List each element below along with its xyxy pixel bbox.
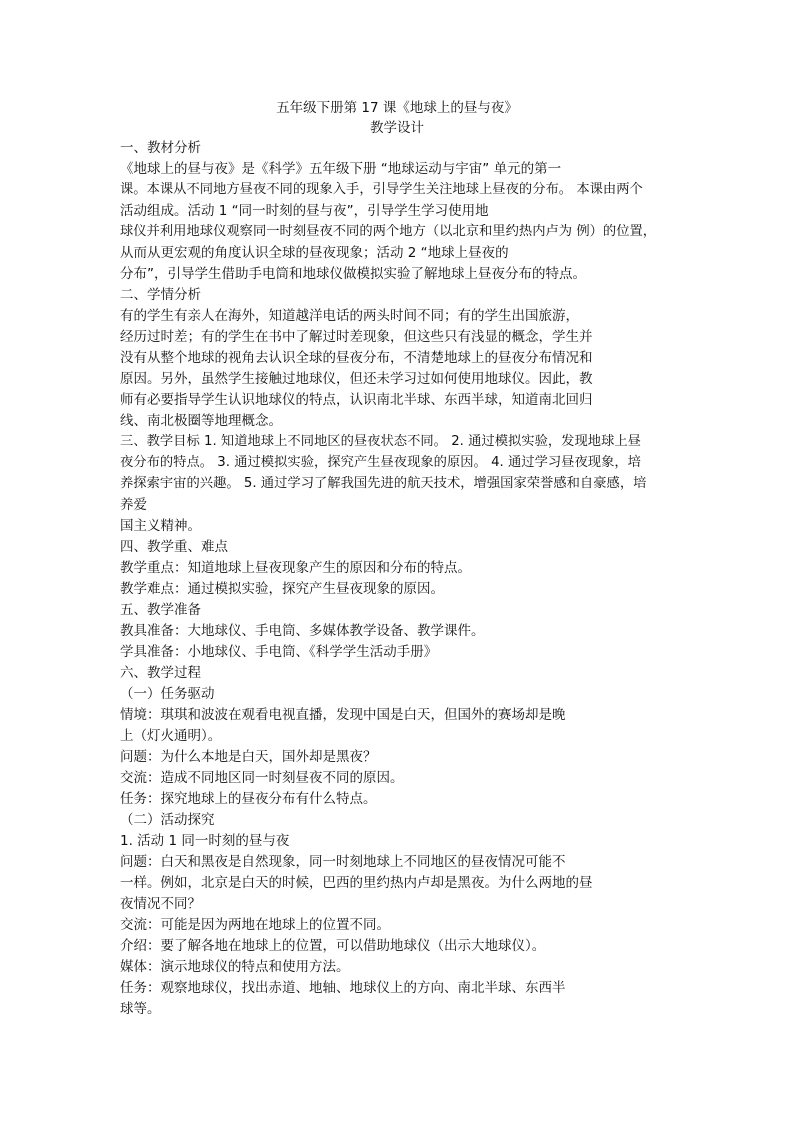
subsection-heading: （二）活动探究: [120, 812, 215, 828]
paragraph-line: 学具准备：小地球仪、手电筒、《科学学生活动手册》: [120, 644, 438, 660]
paragraph-line: 任务：观察地球仪，找出赤道、地轴、地球仪上的方向、南北半球、东西半: [120, 980, 566, 996]
section-heading-student-analysis: 二、学情分析: [120, 287, 201, 303]
paragraph-line: 问题：白天和黑夜是自然现象，同一时刻地球上不同地区的昼夜情况可能不: [120, 854, 566, 870]
paragraph-line: 有的学生有亲人在海外，知道越洋电话的两头时间不同；有的学生出国旅游，: [120, 308, 579, 324]
paragraph-line: 上（灯火通明）。: [120, 728, 222, 744]
paragraph-line: 没有从整个地球的视角去认识全球的昼夜分布，不清楚地球上的昼夜分布情况和: [120, 350, 593, 366]
paragraph-line: 师有必要指导学生认识地球仪的特点，认识南北半球、东西半球，知道南北回归: [120, 392, 593, 408]
document-title: 五年级下册第 17 课《地球上的昼与夜》: [276, 100, 518, 116]
section-heading-textbook-analysis: 一、教材分析: [120, 140, 201, 156]
paragraph-line: 一样。例如，北京是白天的时候，巴西的里约热内卢却是黑夜。为什么两地的昼: [120, 875, 593, 891]
paragraph-line: 问题：为什么本地是白天，国外却是黑夜？: [120, 749, 377, 765]
paragraph-line: 夜情况不同？: [120, 896, 201, 912]
paragraph-line: 养探索宇宙的兴趣。 5. 通过学习了解我国先进的航天技术，增强国家荣誉感和自豪感，培: [120, 476, 647, 491]
section-heading-preparation: 五、教学准备: [120, 602, 201, 618]
paragraph-line: 教学难点：通过模拟实验，探究产生昼夜现象的原因。: [120, 581, 444, 597]
section-heading-key-points: 四、教学重、难点: [120, 539, 228, 555]
paragraph-line: 从而从更宏观的角度认识全球的昼夜现象；活动 2 “地球上昼夜的: [120, 245, 509, 261]
paragraph-line: 经历过时差；有的学生在书中了解过时差现象，但这些只有浅显的概念，学生并: [120, 329, 593, 345]
paragraph-line: 情境：琪琪和波波在观看电视直播，发现中国是白天，但国外的赛场却是晚: [120, 707, 566, 723]
paragraph-line: 球仪并利用地球仪观察同一时刻昼夜不同的两个地方（以北京和里约热内卢为 例）的位置，: [120, 224, 657, 239]
paragraph-line: 养爱: [120, 497, 147, 513]
paragraph-line: 交流：可能是因为两地在地球上的位置不同。: [120, 917, 390, 933]
paragraph-line: 教具准备：大地球仪、手电筒、多媒体教学设备、教学课件。: [120, 623, 485, 639]
paragraph-line: 夜分布的特点。 3. 通过模拟实验，探究产生昼夜现象的原因。 4. 通过学习昼夜现象，培: [120, 455, 641, 470]
subsection-heading: （一）任务驱动: [120, 686, 215, 702]
paragraph-line: 课。本课从不同地方昼夜不同的现象入手，引导学生关注地球上昼夜的分布。 本课由两个: [120, 182, 643, 197]
paragraph-line: 国主义精神。: [120, 518, 201, 534]
paragraph-line: 《地球上的昼与夜》是《科学》五年级下册 “地球运动与宇宙” 单元的第一: [120, 161, 562, 177]
paragraph-line: 媒体：演示地球仪的特点和使用方法。: [120, 959, 350, 975]
paragraph-line: 任务：探究地球上的昼夜分布有什么特点。: [120, 791, 377, 807]
section-heading-teaching-process: 六、教学过程: [120, 665, 201, 681]
paragraph-line: 交流：造成不同地区同一时刻昼夜不同的原因。: [120, 770, 404, 786]
paragraph-line: 分布”，引导学生借助手电筒和地球仪做模拟实验了解地球上昼夜分布的特点。: [120, 266, 586, 282]
paragraph-line: 原因。另外，虽然学生接触过地球仪，但还未学习过如何使用地球仪。因此，教: [120, 371, 593, 387]
paragraph-line: 球等。: [120, 1001, 161, 1017]
paragraph-line: 介绍：要了解各地在地球上的位置，可以借助地球仪（出示大地球仪）。: [120, 938, 546, 954]
paragraph-line: 线、南北极圈等地理概念。: [120, 413, 282, 429]
paragraph-line: 活动组成。活动 1 “同一时刻的昼与夜”，引导学生学习使用地: [120, 203, 489, 219]
activity-heading: 1. 活动 1 同一时刻的昼与夜: [120, 833, 290, 849]
document-subtitle: 教学设计: [370, 120, 424, 136]
paragraph-line: 教学重点：知道地球上昼夜现象产生的原因和分布的特点。: [120, 560, 471, 576]
section-heading-teaching-goals: 三、教学目标 1. 知道地球上不同地区的昼夜状态不同。 2. 通过模拟实验，发现地球上昼: [120, 434, 641, 449]
